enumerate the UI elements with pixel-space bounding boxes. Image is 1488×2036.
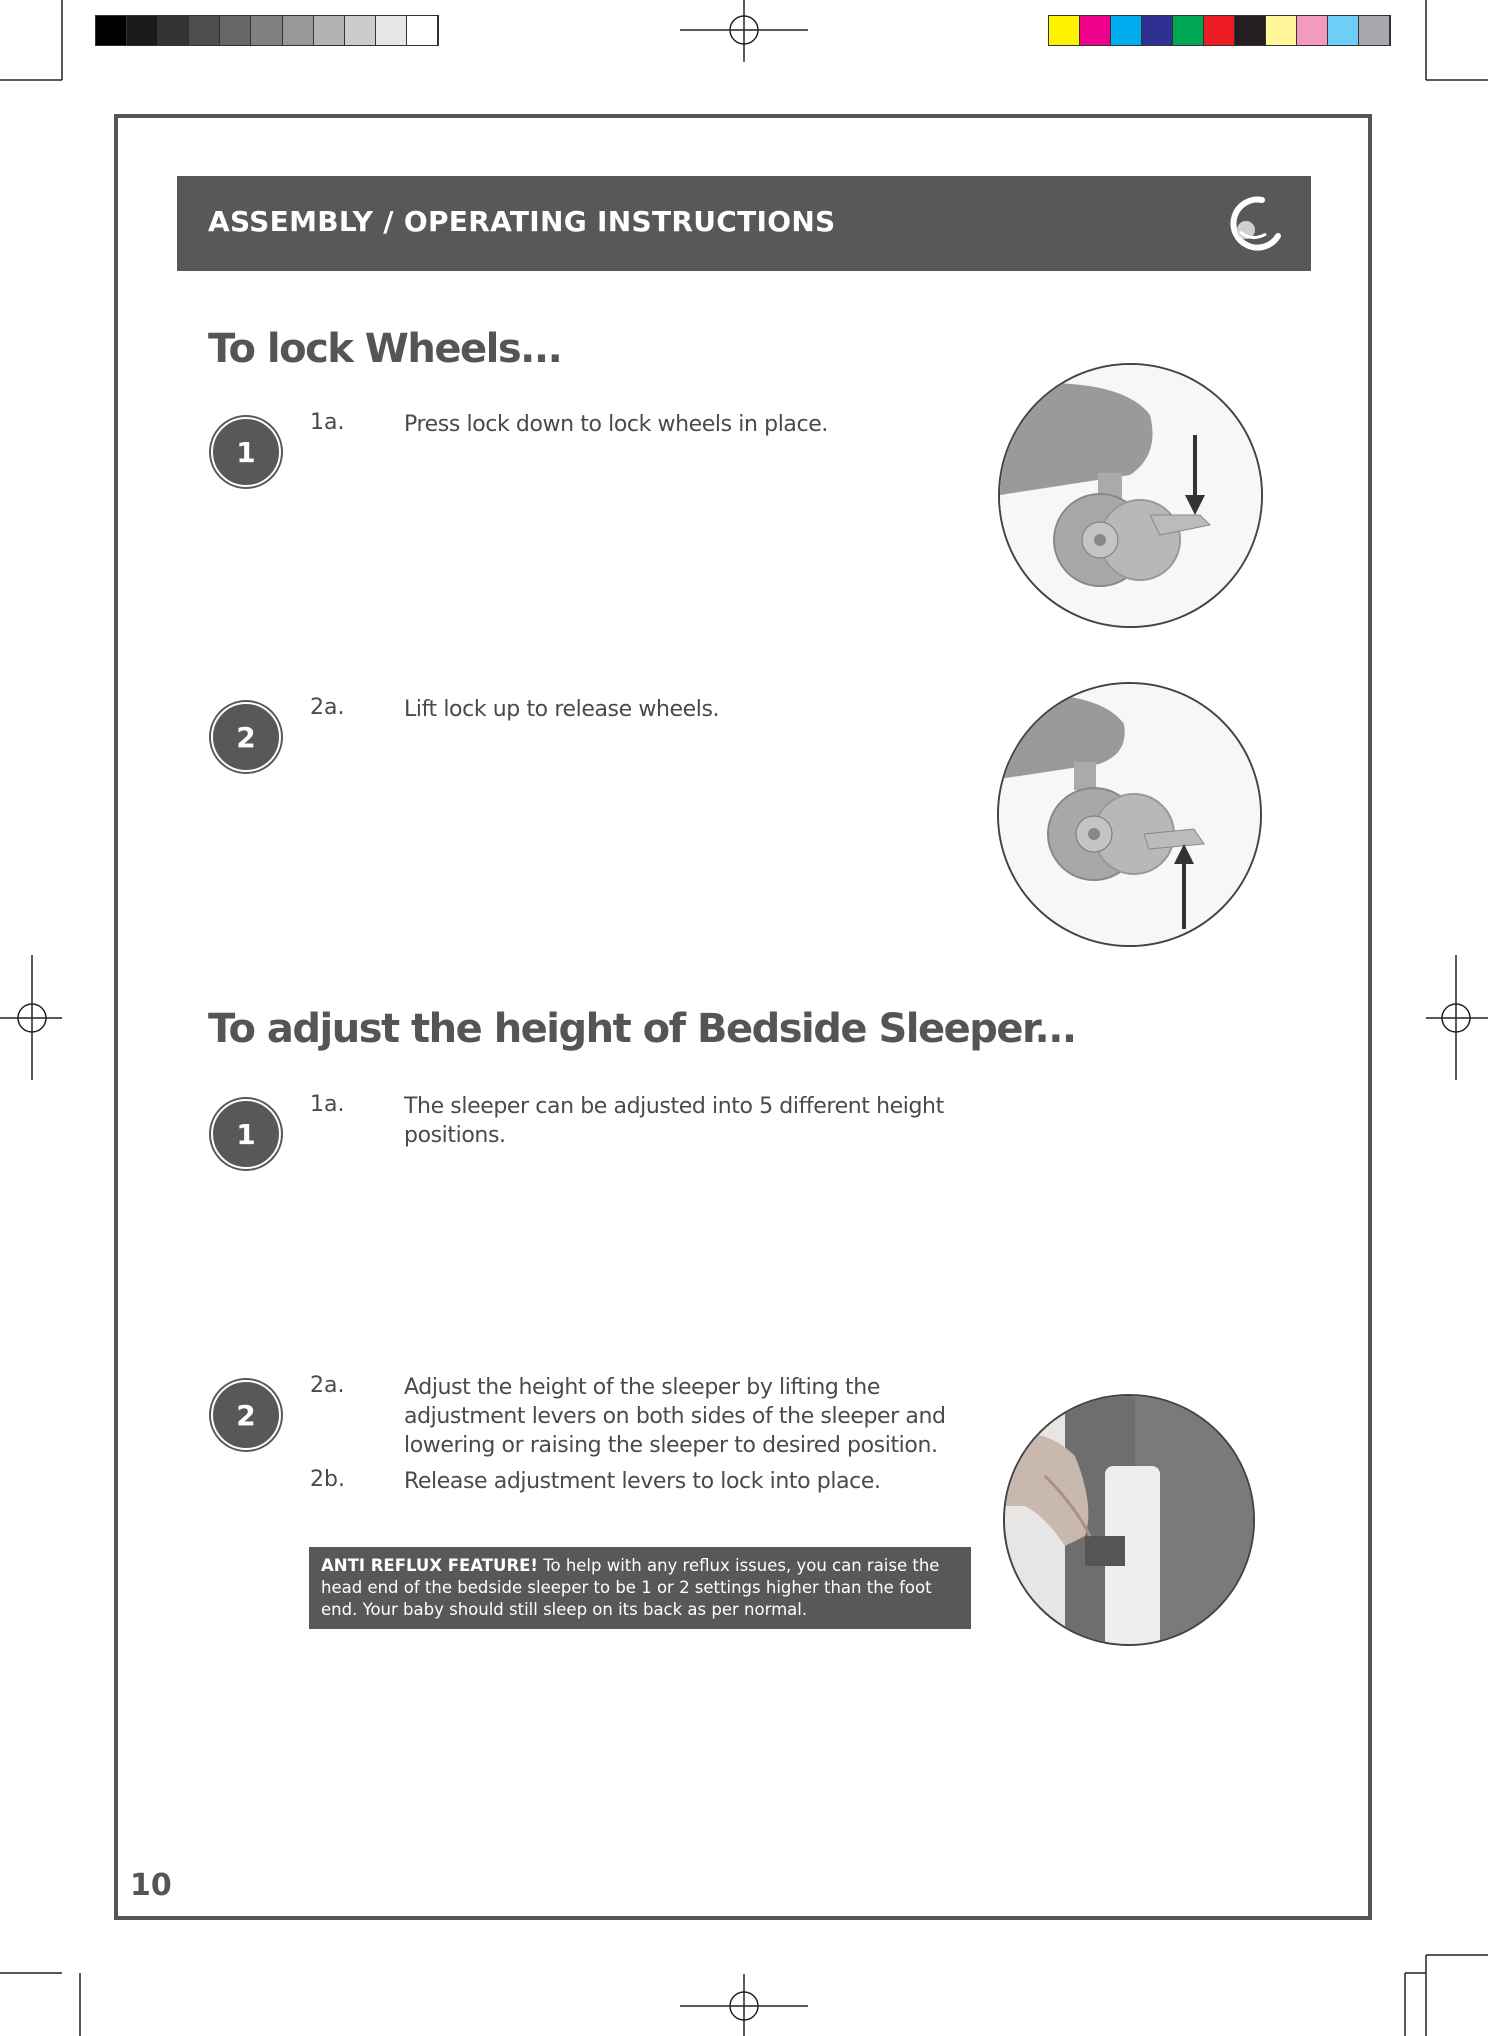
section-title-adjust-height: To adjust the height of Bedside Sleeper...: [208, 1006, 1076, 1052]
adjustment-lever-photo: [1003, 1394, 1255, 1646]
step-2-badge: 2: [211, 1380, 281, 1450]
page-number: 10: [130, 1868, 172, 1903]
step-label: 2b.: [310, 1467, 345, 1492]
section-title-lock-wheels: To lock Wheels...: [208, 326, 562, 372]
note-title: ANTI REFLUX FEATURE!: [321, 1556, 538, 1575]
registration-target-bottom: [680, 1974, 808, 2036]
step-label: 1a.: [310, 1092, 345, 1117]
step-2-badge: 2: [211, 702, 281, 772]
wheel-release-photo: [997, 682, 1262, 947]
step-text: Lift lock up to release wheels.: [404, 697, 720, 722]
registration-target-top: [680, 0, 808, 62]
step-text: Release adjustment levers to lock into place.: [404, 1469, 881, 1494]
moon-c-logo-icon: [1222, 192, 1284, 254]
step-label: 2a.: [310, 1373, 345, 1398]
step-label: 2a.: [310, 695, 345, 720]
step-text: The sleeper can be adjusted into 5 different height positions.: [404, 1094, 944, 1148]
anti-reflux-note: [309, 1547, 971, 1629]
note-text: To help with any reflux issues, you can raise the head end of the bedside sleeper to be 1 or 2 settings higher than the foot end. Your baby should still sleep on its back as per normal.: [321, 1556, 940, 1619]
step-1-badge: 1: [211, 417, 281, 487]
step-label: 1a.: [310, 410, 345, 435]
wheel-lock-photo: [998, 363, 1263, 628]
header-title: ASSEMBLY / OPERATING INSTRUCTIONS: [208, 205, 836, 238]
step-1-badge: 1: [211, 1099, 281, 1169]
step-text: Press lock down to lock wheels in place.: [404, 412, 828, 437]
step-text: Adjust the height of the sleeper by lifting the adjustment levers on both sides of the sleeper and lowering or raising the sleeper to desired position.: [404, 1375, 946, 1458]
